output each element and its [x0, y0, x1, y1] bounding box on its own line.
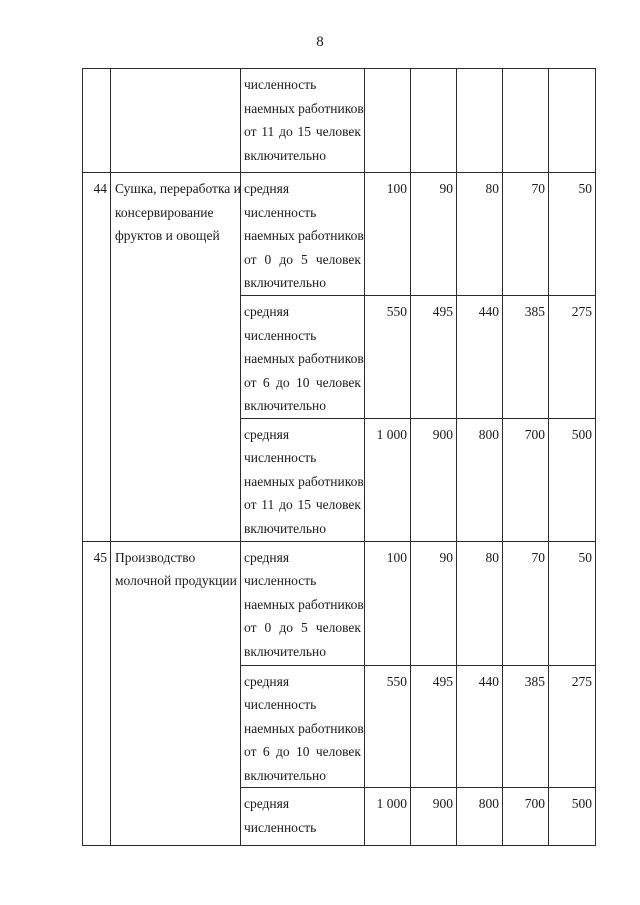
desc-line: включительно [244, 520, 327, 536]
employee-range-cell [241, 418, 365, 541]
value-cell: 900 [411, 418, 457, 541]
row-number-cell: 44 [83, 173, 111, 542]
table-row [83, 173, 596, 296]
desc-line: включительно [244, 275, 327, 290]
desc-line: включительно [244, 767, 327, 783]
desc-line: средняя [244, 181, 290, 196]
tax-rate-table [82, 68, 596, 846]
row-number-cell [83, 69, 111, 173]
value-cell: 70 [503, 173, 549, 296]
value-cell: 275 [549, 665, 596, 788]
desc-line: численность [244, 697, 317, 712]
value-cell: 50 [549, 173, 596, 296]
value-cell: 800 [457, 418, 503, 541]
desc-line: численность [244, 77, 317, 92]
value-cell: 800 [457, 788, 503, 846]
value-cell: 700 [503, 788, 549, 846]
employee-range-cell [241, 173, 365, 296]
desc-line: средняя [244, 796, 290, 811]
desc-line: от 0 до 5 человек [244, 251, 361, 267]
activity-line: консервирование [115, 204, 214, 220]
value-cell: 700 [503, 418, 549, 541]
activity-line: молочной продукции [115, 573, 237, 588]
desc-line: наемных работников [244, 720, 364, 736]
desc-line: от 11 до 15 человек [244, 497, 361, 512]
table-row [83, 541, 596, 665]
activity-line: Сушка, переработка и [115, 181, 241, 196]
desc-line: средняя [244, 673, 290, 689]
value-cell: 1 000 [365, 788, 411, 846]
row-number-cell: 45 [83, 541, 111, 846]
desc-line: включительно [244, 398, 327, 413]
value-cell [365, 69, 411, 173]
value-cell: 385 [503, 665, 549, 788]
desc-line: наемных работников [244, 351, 364, 366]
value-cell [457, 69, 503, 173]
value-cell: 440 [457, 665, 503, 788]
desc-line: численность [244, 204, 317, 220]
desc-line: средняя [244, 304, 290, 319]
desc-line: от 6 до 10 человек [244, 374, 361, 390]
desc-line: от 0 до 5 человек [244, 620, 361, 635]
value-cell: 275 [549, 296, 596, 419]
value-cell: 550 [365, 296, 411, 419]
value-cell: 100 [365, 541, 411, 665]
value-cell: 80 [457, 541, 503, 665]
page-number: 8 [316, 34, 324, 50]
value-cell: 70 [503, 541, 549, 665]
desc-line: от 11 до 15 человек [244, 124, 361, 139]
desc-line: средняя [244, 549, 290, 565]
activity-cell [111, 69, 241, 173]
value-cell: 500 [549, 788, 596, 846]
desc-line: численность [244, 819, 317, 835]
desc-line: численность [244, 450, 317, 465]
table-row-continuation [83, 69, 596, 173]
employee-range-cell [241, 541, 365, 665]
value-cell: 900 [411, 788, 457, 846]
desc-line: наемных работников [244, 100, 364, 116]
desc-line: включительно [244, 643, 327, 659]
value-cell: 495 [411, 296, 457, 419]
desc-line: численность [244, 327, 317, 343]
value-cell: 90 [411, 173, 457, 296]
desc-line: наемных работников [244, 596, 364, 612]
value-cell: 550 [365, 665, 411, 788]
desc-line: наемных работников [244, 228, 364, 243]
employee-range-cell [241, 788, 365, 846]
activity-line: Производство [115, 549, 196, 565]
employee-range-cell [241, 69, 365, 173]
value-cell [411, 69, 457, 173]
value-cell: 80 [457, 173, 503, 296]
desc-line: включительно [244, 147, 327, 163]
value-cell: 500 [549, 418, 596, 541]
value-cell: 440 [457, 296, 503, 419]
employee-range-cell [241, 665, 365, 788]
desc-line: наемных работников [244, 473, 364, 489]
value-cell: 100 [365, 173, 411, 296]
employee-range-cell [241, 296, 365, 419]
desc-line: численность [244, 573, 317, 588]
value-cell [503, 69, 549, 173]
value-cell: 385 [503, 296, 549, 419]
activity-line: фруктов и овощей [115, 228, 220, 243]
value-cell: 495 [411, 665, 457, 788]
activity-cell [111, 541, 241, 846]
desc-line: средняя [244, 426, 290, 442]
value-cell: 1 000 [365, 418, 411, 541]
value-cell [549, 69, 596, 173]
activity-cell [111, 173, 241, 542]
value-cell: 50 [549, 541, 596, 665]
desc-line: от 6 до 10 человек [244, 744, 361, 759]
value-cell: 90 [411, 541, 457, 665]
